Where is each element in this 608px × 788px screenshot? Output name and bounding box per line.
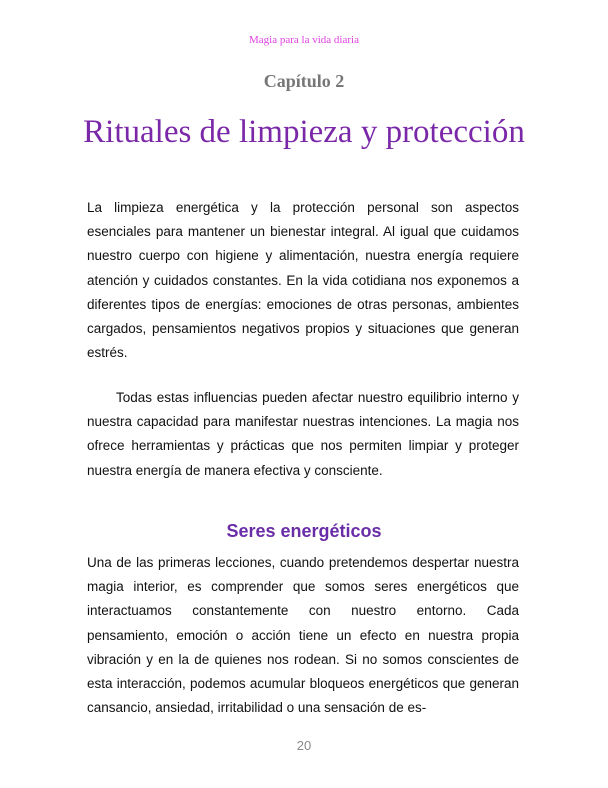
body-paragraph: Todas estas influencias pueden afectar nuestro equilibrio interno y nuestra capacidad para manifestar nuestras intenciones. La magia nos ofrece herramientas y prácticas que nos permiten limpiar y proteger nuestra energía de manera efectiva y consciente.	[87, 390, 519, 478]
section-heading: Seres energéticos	[226, 521, 382, 541]
body-paragraph: La limpieza energética y la protección personal son aspectos esenciales para mantener un bienestar integral. Al igual que cuidamos nuestro cuerpo con higiene y alimentación, nuestra energía requiere atención y cuidados constantes. En la vida cotidiana nos exponemos a diferentes tipos de energías: emociones de otras personas, ambientes cargados, pensamientos negativos propios y situaciones que generan estrés.	[87, 200, 519, 361]
page-number: 20	[296, 738, 312, 753]
chapter-label: Capítulo 2	[263, 71, 345, 91]
running-header: Magia para la vida diaria	[249, 34, 359, 46]
chapter-title: Rituales de limpieza y protección	[83, 114, 525, 150]
body-paragraph: Una de las primeras lecciones, cuando pretendemos despertar nuestra magia interior, es comprender que somos seres energéticos que interactuamos constantemente con nuestro entorno. Cada pensamiento, emoción o acción tiene un efecto en nuestra propia vibración y en la de quienes nos rodean. Si no somos conscientes de esta interacción, podemos acumular bloqueos energéticos que generan cansancio, ansiedad, irritabilidad o una sensación de es-	[87, 555, 519, 716]
